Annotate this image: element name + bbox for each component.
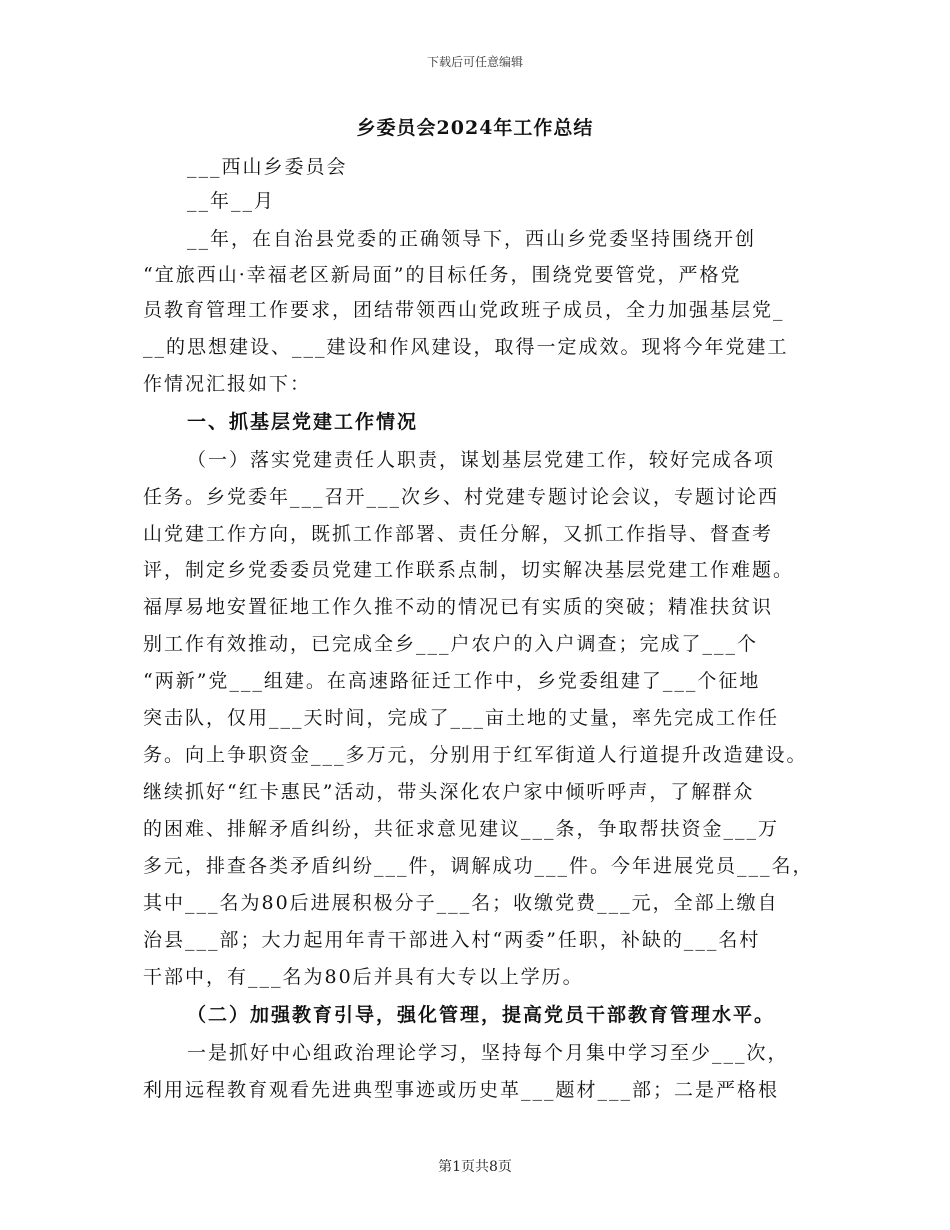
issuer-line: ___西山乡委员会 [187,156,348,178]
body-line: 其中___名为80后进展积极分子___名；收缴党费___元，全部上缴自 [143,892,779,914]
body-line: 治县___部；大力起用年青干部进入村“两委”任职，补缺的___名村 [143,929,761,951]
body-line: 务。向上争职资金___多万元，分别用于红军街道人行道提升改造建设。 [143,744,808,766]
body-line: 福厚易地安置征地工作久推不动的情况已有实质的突破；精准扶贫识 [143,596,774,618]
section-heading-2: （二）加强教育引导，强化管理，提高党员干部教育管理水平。 [187,1004,776,1026]
page-header: 下载后可任意编辑 [426,55,523,69]
body-line: 山党建工作方向，既抓工作部署、责任分解，又抓工作指导、督查考 [143,523,774,545]
document-title: 乡委员会2024年工作总结 [356,117,594,139]
body-line: 继续抓好“红卡惠民”活动，带头深化农户家中倾听呼声，了解群众 [143,781,755,803]
body-line: 利用远程教育观看先进典型事迹或历史革___题材___部；二是严格根 [143,1079,780,1101]
date-line: __年__月 [187,190,276,212]
body-line: “宜旅西山·幸福老区新局面”的目标任务，围绕党要管党，严格党 [143,264,742,286]
body-line: __的思想建设、___建设和作风建设，取得一定成效。现将今年党建工 [143,336,789,358]
body-line: 突击队，仅用___天时间，完成了___亩土地的丈量，率先完成工作任 [143,707,780,729]
body-line: 别工作有效推动，已完成全乡___户农户的入户调查；完成了___个 [143,633,759,655]
body-line: 员教育管理工作要求，团结带领西山党政班子成员，全力加强基层党_ [143,299,785,321]
body-line: 评，制定乡党委委员党建工作联系点制，切实解决基层党建工作难题。 [143,559,795,581]
body-line: 一是抓好中心组政治理论学习，坚持每个月集中学习至少___次， [187,1042,789,1064]
body-line: 干部中，有___名为80后并具有大专以上学历。 [143,966,584,988]
section-heading-1: 一、抓基层党建工作情况 [187,411,419,433]
body-line: “两新”党___组建。在高速路征迁工作中，乡党委组建了___个征地 [143,670,761,692]
body-line: （一）落实党建责任人职责，谋划基层党建工作，较好完成各项 [187,449,776,471]
body-line: __年，在自治县党委的正确领导下，西山乡党委坚持围绕开创 [187,228,757,250]
body-line: 作情况汇报如下： [143,373,312,395]
body-line: 的困难、排解矛盾纠纷，共征求意见建议___条，争取帮扶资金___万 [143,818,780,840]
body-line: 任务。乡党委年___召开___次乡、村党建专题讨论会议，专题讨论西 [143,486,780,508]
body-line: 多元，排查各类矛盾纠纷___件，调解成功___件。今年进展党员___名， [143,855,814,877]
page-footer: 第1页共8页 [438,1159,512,1175]
